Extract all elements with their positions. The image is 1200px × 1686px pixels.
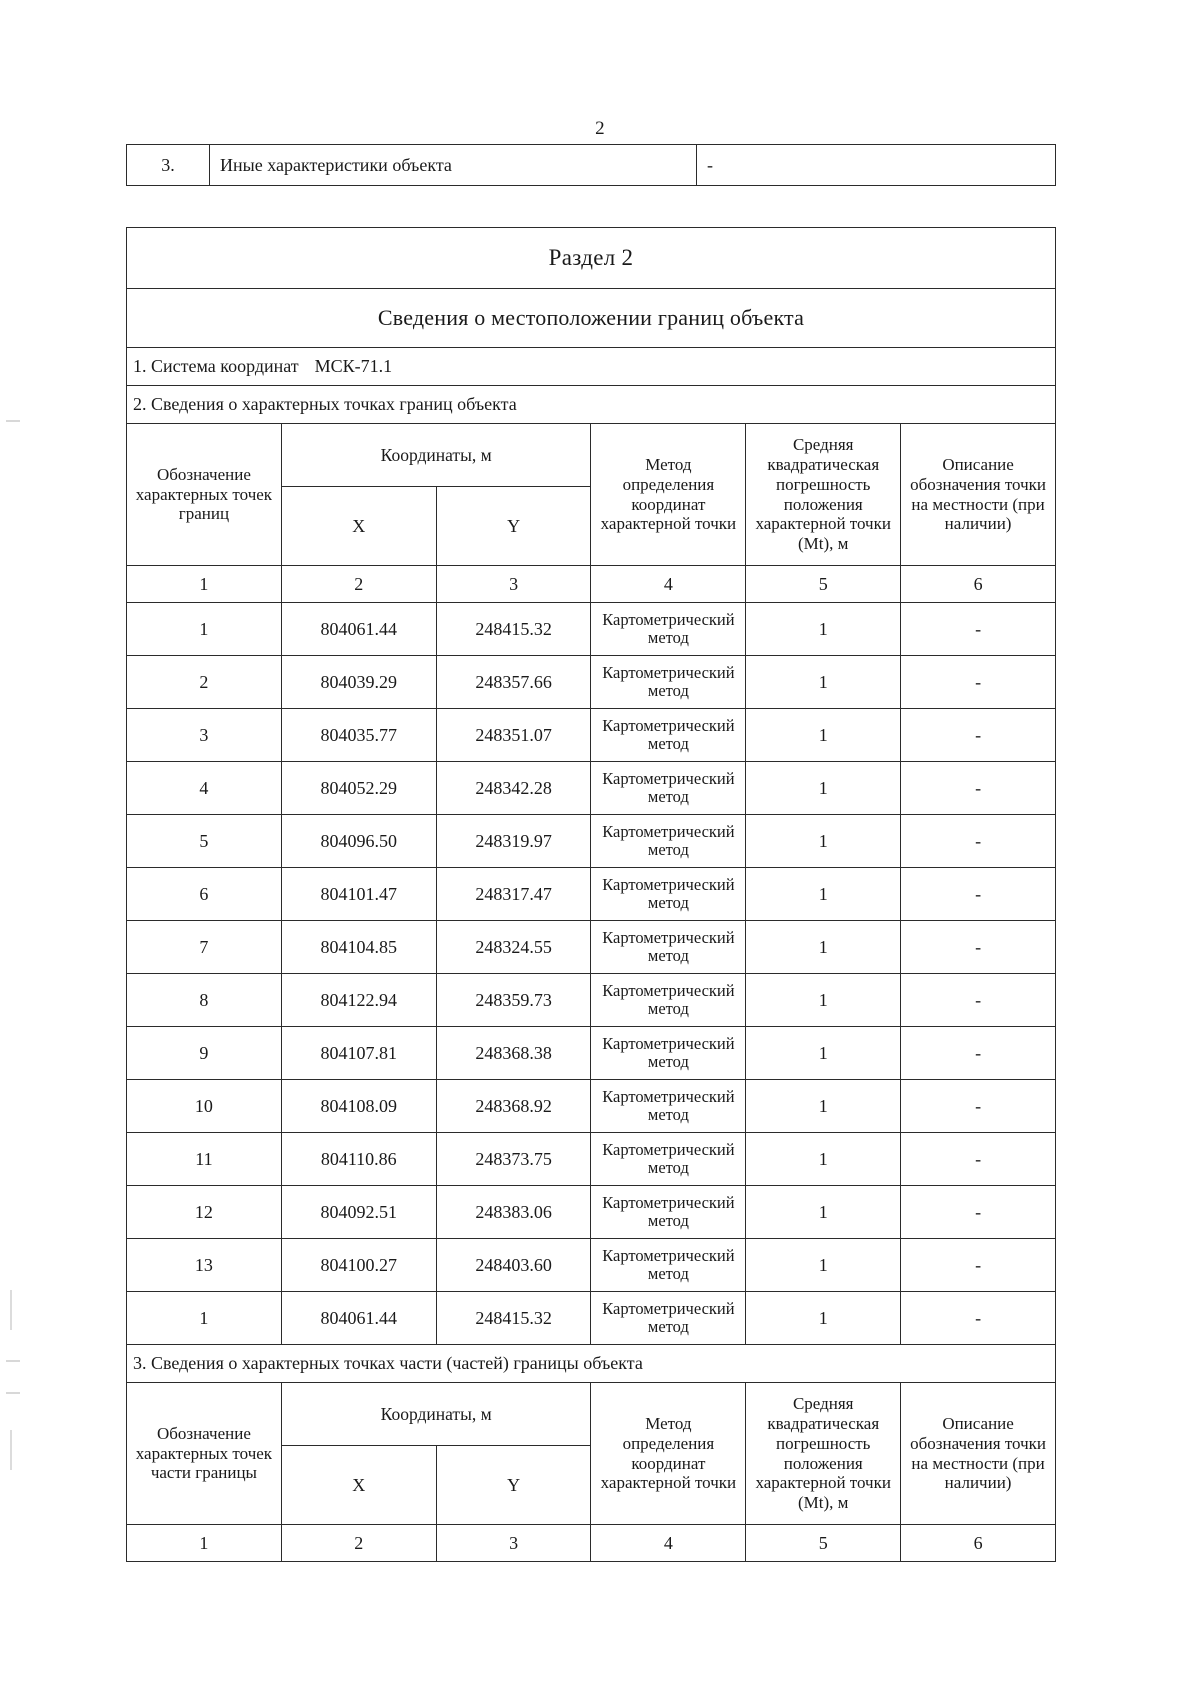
table-row xyxy=(127,921,1056,974)
scan-artifact xyxy=(6,1392,20,1394)
point-designation: 13 xyxy=(127,1239,282,1292)
point-x: 804061.44 xyxy=(281,603,436,656)
scan-artifact xyxy=(10,1430,12,1470)
point-x: 804096.50 xyxy=(281,815,436,868)
point-x: 804107.81 xyxy=(281,1027,436,1080)
table-row xyxy=(127,1186,1056,1239)
point-x: 804101.47 xyxy=(281,868,436,921)
header-y: Y xyxy=(436,487,591,566)
point-mt: 1 xyxy=(746,1186,901,1239)
column-number: 3 xyxy=(436,1525,591,1562)
point-description: - xyxy=(901,762,1056,815)
point-method: Картометрический метод xyxy=(591,762,746,815)
point-method: Картометрический метод xyxy=(591,921,746,974)
points-info-row xyxy=(127,386,1056,424)
header-coordinates-part: Координаты, м xyxy=(281,1383,591,1446)
table-row xyxy=(127,656,1056,709)
header-designation: Обозначение характерных точек границ xyxy=(127,424,282,566)
point-designation: 1 xyxy=(127,1292,282,1345)
header-x-part: X xyxy=(281,1446,436,1525)
point-y: 248368.38 xyxy=(436,1027,591,1080)
point-description: - xyxy=(901,921,1056,974)
point-x: 804039.29 xyxy=(281,656,436,709)
point-method: Картометрический метод xyxy=(591,1133,746,1186)
point-x: 804104.85 xyxy=(281,921,436,974)
section-title: Раздел 2 xyxy=(127,228,1056,289)
point-method: Картометрический метод xyxy=(591,974,746,1027)
point-y: 248373.75 xyxy=(436,1133,591,1186)
column-number: 5 xyxy=(746,566,901,603)
point-method: Картометрический метод xyxy=(591,603,746,656)
point-y: 248317.47 xyxy=(436,868,591,921)
row-number: 3. xyxy=(127,145,210,186)
section-title-row xyxy=(127,228,1056,289)
point-method: Картометрический метод xyxy=(591,1239,746,1292)
column-number: 3 xyxy=(436,566,591,603)
point-x: 804108.09 xyxy=(281,1080,436,1133)
point-y: 248403.60 xyxy=(436,1239,591,1292)
column-number: 6 xyxy=(901,566,1056,603)
table-row xyxy=(127,868,1056,921)
point-y: 248324.55 xyxy=(436,921,591,974)
point-method: Картометрический метод xyxy=(591,1292,746,1345)
point-designation: 2 xyxy=(127,656,282,709)
points-table-body xyxy=(127,603,1056,1345)
column-number: 5 xyxy=(746,1525,901,1562)
coordinate-system-row xyxy=(127,348,1056,386)
point-description: - xyxy=(901,1186,1056,1239)
header-method-part: Метод определения координат характерной точки xyxy=(591,1383,746,1525)
point-y: 248319.97 xyxy=(436,815,591,868)
table-row xyxy=(127,1027,1056,1080)
column-number: 4 xyxy=(591,566,746,603)
column-number: 2 xyxy=(281,1525,436,1562)
point-y: 248415.32 xyxy=(436,1292,591,1345)
scan-left-margin xyxy=(0,0,26,1686)
point-method: Картометрический метод xyxy=(591,1027,746,1080)
point-description: - xyxy=(901,603,1056,656)
point-mt: 1 xyxy=(746,815,901,868)
table-row xyxy=(127,974,1056,1027)
table-row xyxy=(127,1133,1056,1186)
point-description: - xyxy=(901,1239,1056,1292)
scan-artifact xyxy=(6,420,20,422)
table-row xyxy=(127,815,1056,868)
point-method: Картометрический метод xyxy=(591,1186,746,1239)
point-x: 804052.29 xyxy=(281,762,436,815)
point-mt: 1 xyxy=(746,709,901,762)
parts-column-numbers-row xyxy=(127,1525,1056,1562)
header-mt: Средняя квадратическая погрешность положения характерной точки (Mt), м xyxy=(746,424,901,566)
table-row xyxy=(127,1239,1056,1292)
point-y: 248357.66 xyxy=(436,656,591,709)
point-designation: 5 xyxy=(127,815,282,868)
point-designation: 4 xyxy=(127,762,282,815)
point-y: 248368.92 xyxy=(436,1080,591,1133)
point-method: Картометрический метод xyxy=(591,815,746,868)
header-mt-part: Средняя квадратическая погрешность положения характерной точки (Mt), м xyxy=(746,1383,901,1525)
point-description: - xyxy=(901,1080,1056,1133)
point-x: 804035.77 xyxy=(281,709,436,762)
scan-artifact xyxy=(10,1290,12,1330)
point-designation: 1 xyxy=(127,603,282,656)
point-designation: 6 xyxy=(127,868,282,921)
section-2-table xyxy=(126,227,1056,1562)
point-x: 804110.86 xyxy=(281,1133,436,1186)
point-description: - xyxy=(901,974,1056,1027)
point-designation: 3 xyxy=(127,709,282,762)
header-description: Описание обозначения точки на местности (при наличии) xyxy=(901,424,1056,566)
point-x: 804122.94 xyxy=(281,974,436,1027)
point-designation: 9 xyxy=(127,1027,282,1080)
point-designation: 11 xyxy=(127,1133,282,1186)
coordinate-system-line xyxy=(127,348,1056,386)
section-subtitle: Сведения о местоположении границ объекта xyxy=(127,289,1056,348)
point-x: 804061.44 xyxy=(281,1292,436,1345)
point-description: - xyxy=(901,709,1056,762)
point-description: - xyxy=(901,868,1056,921)
column-number: 4 xyxy=(591,1525,746,1562)
row-value: - xyxy=(697,145,1056,186)
points-column-numbers-row xyxy=(127,566,1056,603)
point-mt: 1 xyxy=(746,1292,901,1345)
point-y: 248383.06 xyxy=(436,1186,591,1239)
column-number: 6 xyxy=(901,1525,1056,1562)
section-subtitle-row xyxy=(127,289,1056,348)
point-description: - xyxy=(901,1292,1056,1345)
coordinate-system-label: 1. Система координат xyxy=(133,356,299,377)
table-row xyxy=(127,1080,1056,1133)
table-row xyxy=(127,145,1056,186)
table-row xyxy=(127,603,1056,656)
point-method: Картометрический метод xyxy=(591,868,746,921)
coordinate-system-value: МСК-71.1 xyxy=(314,356,393,377)
point-y: 248342.28 xyxy=(436,762,591,815)
point-y: 248415.32 xyxy=(436,603,591,656)
point-x: 804100.27 xyxy=(281,1239,436,1292)
scan-artifact xyxy=(6,1360,20,1362)
point-mt: 1 xyxy=(746,603,901,656)
point-method: Картометрический метод xyxy=(591,656,746,709)
point-y: 248359.73 xyxy=(436,974,591,1027)
point-x: 804092.51 xyxy=(281,1186,436,1239)
points-info-label: 2. Сведения о характерных точках границ объекта xyxy=(127,386,1056,424)
row-label: Иные характеристики объекта xyxy=(210,145,697,186)
point-description: - xyxy=(901,815,1056,868)
header-coordinates: Координаты, м xyxy=(281,424,591,487)
point-mt: 1 xyxy=(746,1239,901,1292)
point-mt: 1 xyxy=(746,1080,901,1133)
table-row xyxy=(127,709,1056,762)
point-method: Картометрический метод xyxy=(591,1080,746,1133)
column-number: 1 xyxy=(127,566,282,603)
point-mt: 1 xyxy=(746,921,901,974)
point-mt: 1 xyxy=(746,1133,901,1186)
table-row xyxy=(127,762,1056,815)
parts-info-row xyxy=(127,1345,1056,1383)
header-y-part: Y xyxy=(436,1446,591,1525)
header-x: X xyxy=(281,487,436,566)
table-row xyxy=(127,1292,1056,1345)
header-description-part: Описание обозначения точки на местности (при наличии) xyxy=(901,1383,1056,1525)
point-description: - xyxy=(901,656,1056,709)
header-designation-part: Обозначение характерных точек части границы xyxy=(127,1383,282,1525)
point-designation: 10 xyxy=(127,1080,282,1133)
point-designation: 7 xyxy=(127,921,282,974)
point-description: - xyxy=(901,1027,1056,1080)
page-number: 2 xyxy=(595,118,605,139)
point-mt: 1 xyxy=(746,1027,901,1080)
point-mt: 1 xyxy=(746,762,901,815)
point-mt: 1 xyxy=(746,656,901,709)
point-description: - xyxy=(901,1133,1056,1186)
point-designation: 12 xyxy=(127,1186,282,1239)
header-method: Метод определения координат характерной точки xyxy=(591,424,746,566)
point-designation: 8 xyxy=(127,974,282,1027)
parts-header-row xyxy=(127,1383,1056,1446)
column-number: 1 xyxy=(127,1525,282,1562)
column-number: 2 xyxy=(281,566,436,603)
point-mt: 1 xyxy=(746,974,901,1027)
points-header-row xyxy=(127,424,1056,487)
other-characteristics-table xyxy=(126,144,1056,186)
point-y: 248351.07 xyxy=(436,709,591,762)
parts-info-label: 3. Сведения о характерных точках части (частей) границы объекта xyxy=(127,1345,1056,1383)
point-method: Картометрический метод xyxy=(591,709,746,762)
point-mt: 1 xyxy=(746,868,901,921)
